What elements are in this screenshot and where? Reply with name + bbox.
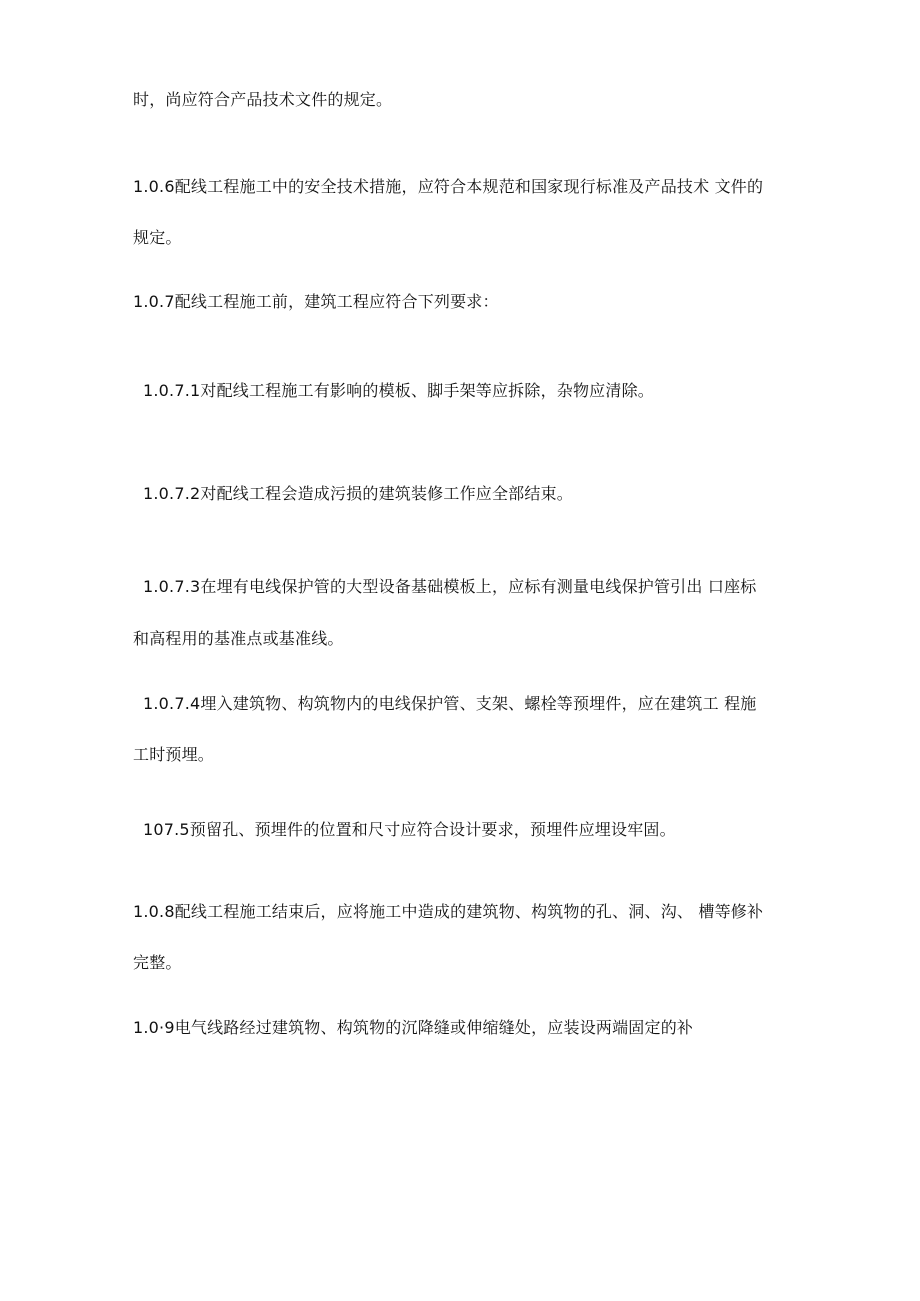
text-line-12: 1.0.8配线工程施工结束后，应将施工中造成的建筑物、构筑物的孔、洞、沟、 槽等修补 bbox=[133, 902, 764, 921]
text-line-6: 1.0.7.2对配线工程会造成污损的建筑装修工作应全部结束。 bbox=[143, 484, 573, 503]
text-line-7: 1.0.7.3在埋有电线保护管的大型设备基础模板上，应标有测量电线保护管引出 口座标 bbox=[143, 577, 757, 596]
text-line-8: 和高程用的基准点或基准线。 bbox=[133, 629, 344, 648]
text-line-13: 完整。 bbox=[133, 953, 182, 972]
text-line-1: 时，尚应符合产品技术文件的规定。 bbox=[133, 90, 393, 109]
text-line-14: 1.0·9电气线路经过建筑物、构筑物的沉降缝或伸缩缝处，应装设两端固定的补 bbox=[133, 1018, 694, 1037]
text-line-10: 工时预埋。 bbox=[133, 745, 215, 764]
text-line-4: 1.0.7配线工程施工前，建筑工程应符合下列要求： bbox=[133, 292, 499, 311]
text-line-11: 107.5预留孔、预埋件的位置和尺寸应符合设计要求，预埋件应埋设牢固。 bbox=[143, 820, 676, 839]
text-line-5: 1.0.7.1对配线工程施工有影响的模板、脚手架等应拆除，杂物应清除。 bbox=[143, 381, 654, 400]
text-line-3: 规定。 bbox=[133, 228, 182, 247]
text-line-2: 1.0.6配线工程施工中的安全技术措施，应符合本规范和国家现行标准及产品技术 文件的 bbox=[133, 177, 764, 196]
text-line-9: 1.0.7.4埋入建筑物、构筑物内的电线保护管、支架、螺栓等预埋件，应在建筑工 程施 bbox=[143, 694, 757, 713]
